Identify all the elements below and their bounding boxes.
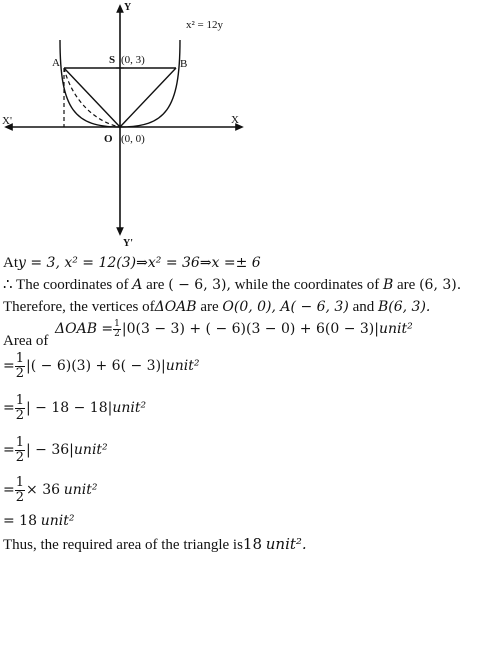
fraction-denominator: 2 [15,450,25,465]
label-x-left: X' [2,115,12,127]
line-6-expression: | − 18 − 18| [26,399,113,416]
label-y-bottom: Y' [123,238,133,249]
fraction-denominator: 2 [15,408,25,423]
label-point-o: O [104,133,113,145]
line-3-vertex-b: B(6, 3). [377,299,431,315]
line-1-math: y = 3, x² = 12(3)⇒x² = 36⇒x =± 6 [18,255,261,271]
line-2-coord-a: ( − 6, 3), [168,277,231,293]
line-6-unit: unit² [112,399,147,416]
fraction-denominator: 2 [114,329,120,340]
line-7-fraction [15,436,25,465]
fraction-numerator: 1 [15,351,25,366]
line-2-text-d: while the coordinates of [234,277,380,293]
line-1 [3,254,261,272]
line-10-text: Thus, the required area of the triangle is [3,537,243,553]
fraction-numerator: 1 [114,319,120,330]
fraction-denominator: 2 [15,366,25,381]
line-10 [3,535,307,554]
label-point-b: B [180,58,188,70]
line-7-equals: = [3,441,15,458]
line-9-value: = 18 [3,513,37,529]
line-3-text-c: are [200,299,219,315]
line-5 [3,352,200,381]
line-8-expression: × 36 [26,481,61,498]
line-2-text-a: The coordinates of [16,277,129,293]
line-8-unit: unit² [63,481,98,498]
therefore-symbol: ∴ [3,277,13,293]
line-9-unit: unit² [40,513,75,529]
line-10-value: 18 [242,535,262,553]
line-7 [3,436,108,465]
line-3-text-a: Therefore, the vertices of [3,299,155,315]
line-8-fraction [15,476,25,505]
line-6-equals: = [3,399,15,416]
line-7-expression: | − 36| [26,441,74,458]
line-3-triangle: ΔOAB [154,299,197,315]
line-2-A: A [132,277,143,293]
line-3 [3,298,430,316]
line-5-unit: unit² [165,357,200,374]
line-4-triangle: ΔOAB = [55,321,114,337]
line-5-expression: |( − 6)(3) + 6( − 3)| [26,357,166,374]
line-2 [3,276,461,294]
line-5-equals: = [3,357,15,374]
line-1-at: At [3,255,18,271]
parabola-figure [0,0,480,260]
label-y-top: Y [124,2,132,13]
line-6-fraction [15,394,25,423]
line-2-coord-b: (6, 3). [419,277,462,293]
segment-oa [64,68,120,127]
line-10-unit: unit². [265,535,307,553]
line-2-text-e: are [397,277,416,293]
fraction-numerator: 1 [15,393,25,408]
label-point-s-coords: (0, 3) [121,54,145,66]
line-8 [3,476,98,505]
label-point-a: A [52,57,60,69]
line-2-B: B [382,277,394,293]
line-2-text-b: are [146,277,165,293]
label-curve: x² = 12y [186,19,224,31]
line-4-fraction [113,320,121,339]
line-5-fraction [15,352,25,381]
label-point-s: S [109,54,116,66]
line-9 [3,512,75,530]
line-4-unit: unit² [379,321,413,337]
line-4-area-of: Area of [3,333,49,349]
label-point-o-coords: (0, 0) [121,133,145,145]
line-6 [3,394,146,423]
line-8-equals: = [3,481,15,498]
line-3-vertices: O(0, 0), A( − 6, 3) [222,299,349,315]
line-3-text-e: and [352,299,375,315]
segment-ob [120,68,176,127]
fraction-numerator: 1 [15,475,25,490]
line-7-unit: unit² [73,441,108,458]
fraction-numerator: 1 [15,435,25,450]
label-x-right: X [231,114,239,126]
line-4-expression: |0(3 − 3) + ( − 6)(3 − 0) + 6(0 − 3)| [121,321,379,337]
fraction-denominator: 2 [15,490,25,505]
